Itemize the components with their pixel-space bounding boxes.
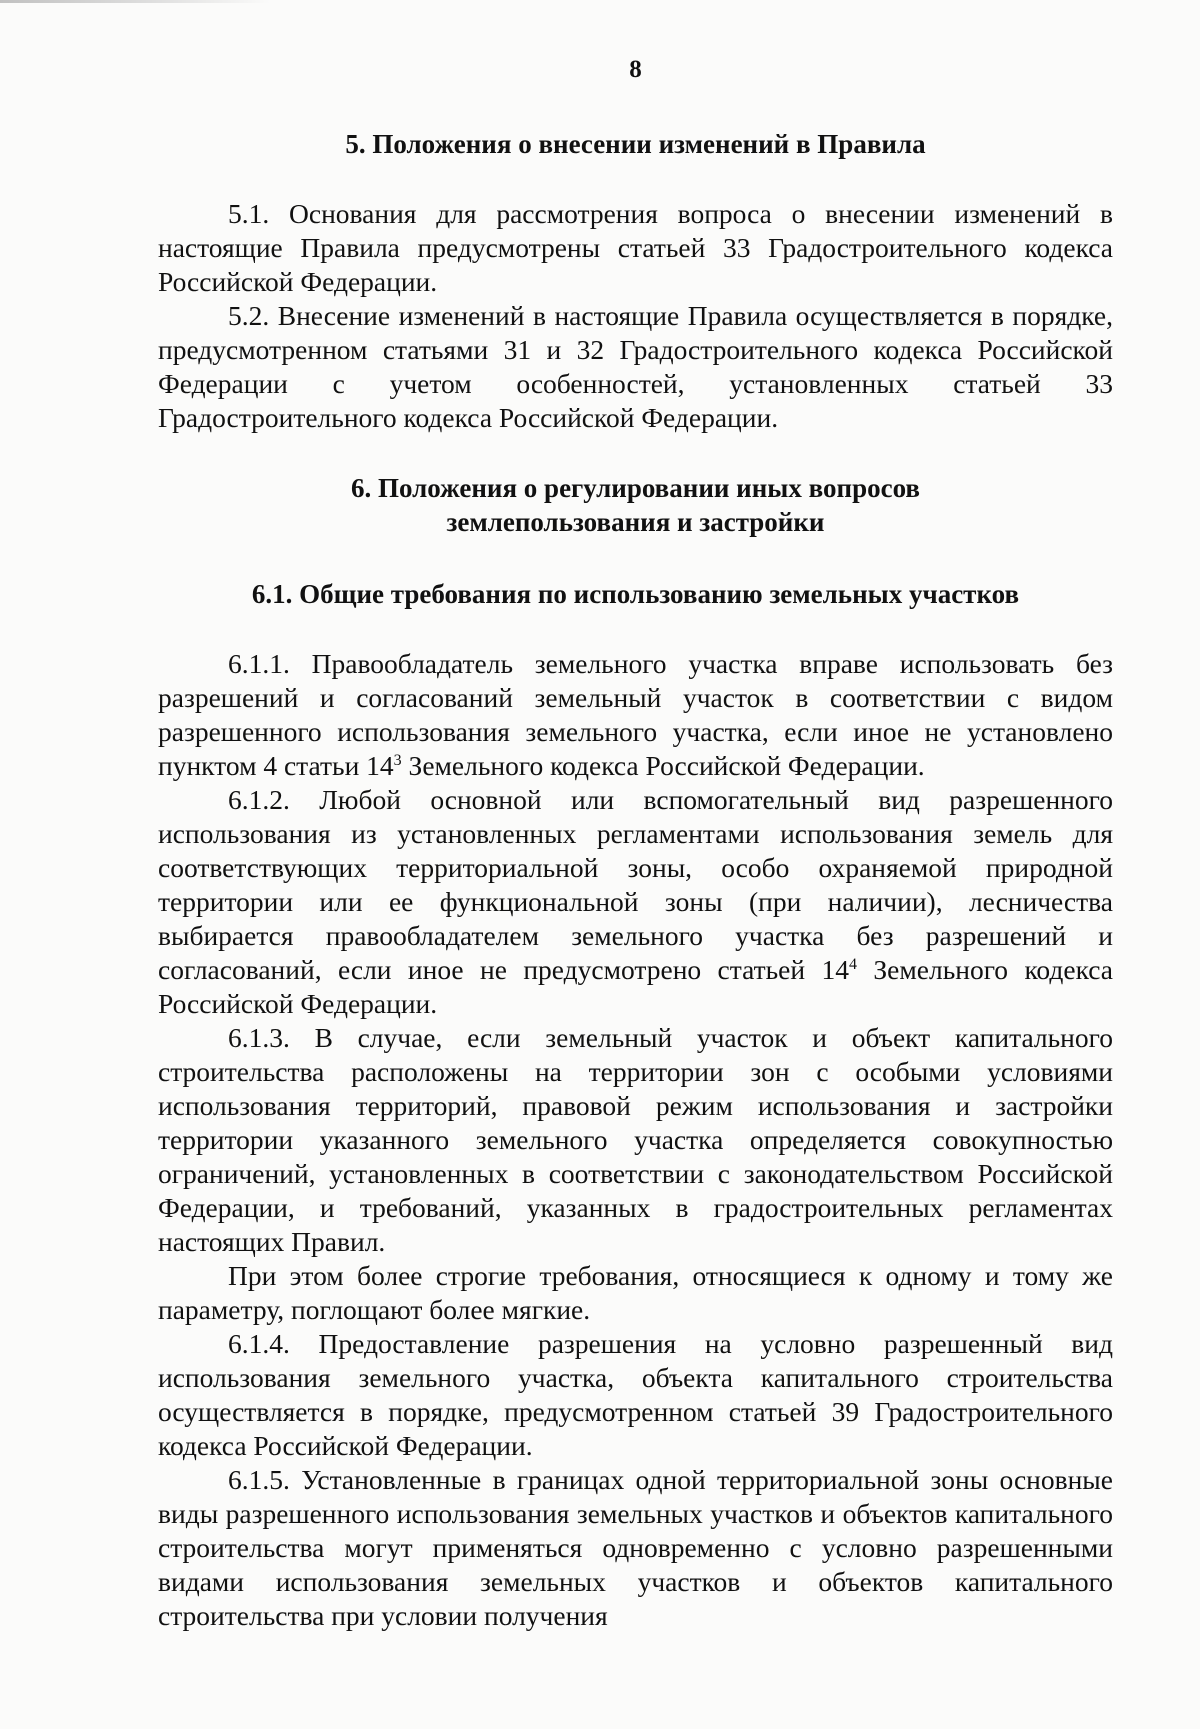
section-6-heading-line2: землепользования и застройки — [446, 507, 825, 537]
superscript-4: 4 — [849, 955, 857, 973]
paragraph-6-1-2 — [158, 783, 1113, 1021]
paragraph-6-1-5: 6.1.5. Установленные в границах одной территориальной зоны основные виды разрешенного использования земельных участков и объектов капитального строительства могут применяться одновременно с условно разрешенными видами использования земельных участков и объектов капитального строительства при условии получения — [158, 1464, 1113, 1631]
paragraph-6-1-1-text: 6.1.1. Правообладатель земельного участка вправе использовать без разрешений и согласований земельный участок в соответствии с видом разрешенного использования земельного участка, если иное не установлено пунктом 4 статьи 14 — [158, 648, 1113, 781]
paragraph-5-1: 5.1. Основания для рассмотрения вопроса о внесении изменений в настоящие Правила предусмотрены статьей 33 Градостроительного кодекса Российской Федерации. — [158, 198, 1113, 297]
paragraph-6-1-2-text: 6.1.2. Любой основной или вспомогательный вид разрешенного использования из установленных регламентами использования земель для соответствующих территориальной зоны, особо охраняемой природной территории или ее функциональной зоны (при наличии), лесничества выбирается правообладателем земельного участка без разрешений и согласований, если иное не предусмотрено статьей 14 — [158, 784, 1113, 985]
paragraph-6-1-4: 6.1.4. Предоставление разрешения на условно разрешенный вид использования земельного участка, объекта капитального строительства осуществляется в порядке, предусмотренном статьей 39 Градостроительного кодекса Российской Федерации. — [158, 1328, 1113, 1461]
paragraph-6-1-3: 6.1.3. В случае, если земельный участок и объект капитального строительства расположены на территории зон с особыми условиями использования территорий, правовой режим использования и застройки территории указанного земельного участка определяется совокупностью ограничений, установленных в соответствии с законодательством Российской Федерации, и требований, указанных в градостроительных регламентах настоящих Правил. — [158, 1022, 1113, 1257]
superscript-3: 3 — [393, 751, 402, 769]
section-6-heading-line1: 6. Положения о регулировании иных вопросов — [351, 473, 920, 503]
paragraph-6-1-3-continuation: При этом более строгие требования, относящиеся к одному и тому же параметру, поглощают более мягкие. — [158, 1260, 1113, 1325]
section-5-heading: 5. Положения о внесении изменений в Правила — [345, 129, 926, 159]
page-number: 8 — [629, 56, 642, 83]
paragraph-6-1-1-tail: Земельного кодекса Российской Федерации. — [401, 750, 925, 781]
scan-artifact — [0, 0, 270, 3]
paragraph-6-1-2-tail: Земельного кодекса Российской Федерации. — [158, 954, 1113, 1019]
section-6-heading — [158, 471, 1113, 539]
paragraph-5-2: 5.2. Внесение изменений в настоящие Правила осуществляется в порядке, предусмотренном статьями 31 и 32 Градостроительного кодекса Российской Федерации с учетом особенностей, установленных статьей 33 Градостроительного кодекса Российской Федерации. — [158, 300, 1113, 433]
paragraph-6-1-1 — [158, 647, 1113, 783]
section-6-1-heading: 6.1. Общие требования по использованию земельных участков — [251, 579, 1020, 609]
page-content — [158, 55, 1113, 1633]
